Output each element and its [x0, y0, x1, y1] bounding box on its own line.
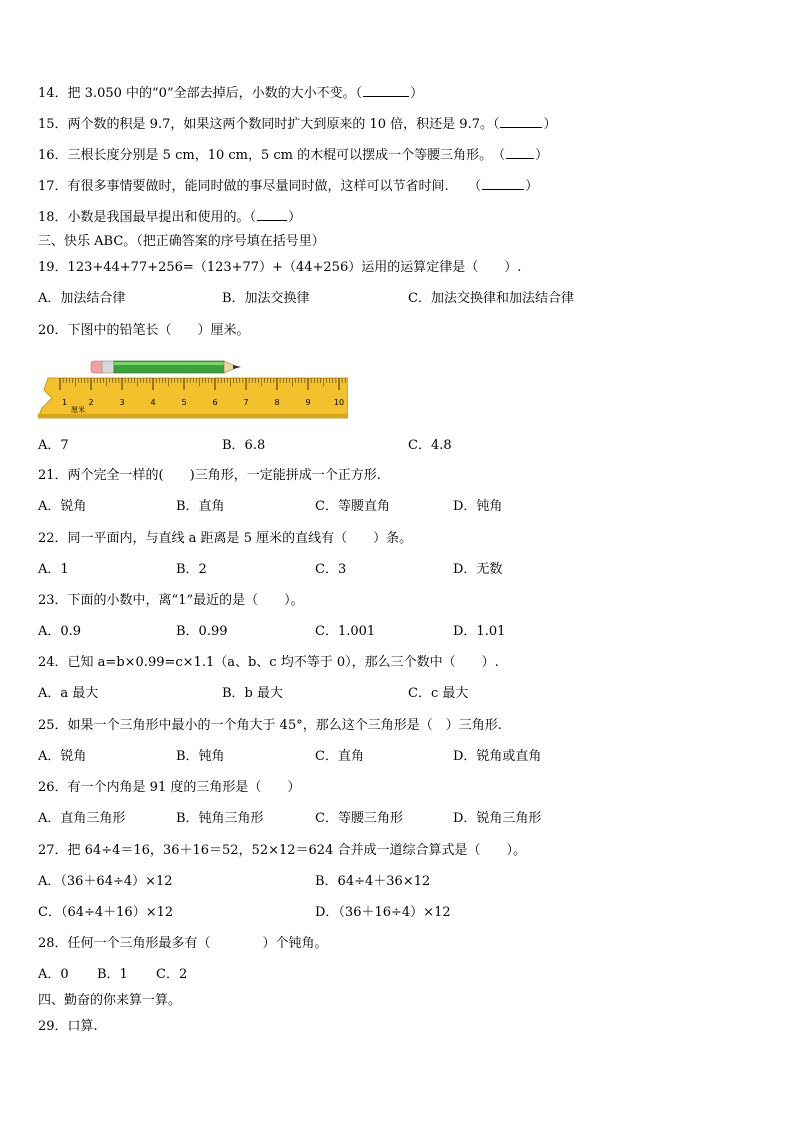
question-text: 下面的小数中，离“1”最近的是（ ）。 — [67, 593, 304, 608]
question-number: 28． — [38, 936, 68, 951]
option-a[interactable]: A．锐角 — [38, 499, 87, 514]
option-c[interactable]: C．等腰三角形 — [315, 811, 403, 826]
option-a[interactable]: A．1 — [38, 562, 69, 577]
option-b[interactable]: B．钝角 — [176, 749, 225, 764]
ruler-tick-label: 9 — [305, 398, 311, 407]
question-text: 同一平面内，与直线 a 距离是 5 厘米的直线有（ ）条。 — [67, 531, 413, 546]
ruler-tick-label: 4 — [150, 398, 156, 407]
question-text: 123+44+77+256=（123+77）+（44+256）运用的运算定律是（ ）. — [67, 260, 522, 275]
question-text: 把 3.050 中的“0”全部去掉后，小数的大小不变。（ — [67, 86, 363, 101]
option-b[interactable]: B．2 — [176, 562, 207, 577]
ruler-unit-label: 厘米 — [71, 406, 85, 414]
question-27 — [38, 843, 526, 859]
question-text: 两个数的积是 9.7，如果这两个数同时扩大到原来的 10 倍，积还是 9.7。（ — [67, 117, 500, 132]
question-19 — [38, 260, 521, 276]
option-a[interactable]: A．锐角 — [38, 749, 87, 764]
question-text: 下图中的铅笔长（ ）厘米。 — [67, 323, 250, 338]
ruler-tick-label: 2 — [88, 398, 94, 407]
question-number: 20． — [38, 323, 68, 338]
question-15: 15．两个数的积是 9.7，如果这两个数同时扩大到原来的 10 倍，积还是 9.7。（ ） — [38, 117, 557, 132]
ruler-tick-label: 8 — [274, 398, 280, 407]
ruler-pencil-figure — [38, 356, 348, 422]
option-a[interactable]: A．直角三角形 — [38, 811, 126, 826]
option-a[interactable]: A．0.9 — [38, 624, 82, 639]
option-d[interactable]: D．1.01 — [453, 624, 506, 639]
question-number: 22． — [38, 531, 68, 546]
question-text: 如果一个三角形中最小的一个角大于 45°，那么这个三角形是（ ）三角形. — [67, 718, 502, 733]
option-a[interactable]: A．7 — [38, 438, 69, 453]
option-c[interactable]: C．c 最大 — [408, 686, 469, 701]
pencil-lead — [233, 365, 241, 369]
answer-blank[interactable] — [482, 177, 524, 190]
ruler-tick-label: 1 — [62, 398, 68, 407]
section-4-heading: 四、勤奋的你来算一算。 — [38, 993, 182, 1008]
option-b[interactable]: B．钝角三角形 — [176, 811, 264, 826]
question-text: 小数是我国最早提出和使用的。（ — [67, 210, 257, 225]
section-3-heading: 三、快乐 ABC。（把正确答案的序号填在括号里） — [38, 234, 325, 249]
answer-blank[interactable] — [257, 208, 287, 221]
question-26 — [38, 780, 300, 796]
question-number: 26． — [38, 780, 68, 795]
question-28 — [38, 936, 328, 952]
answer-blank[interactable] — [363, 84, 409, 97]
question-25 — [38, 718, 502, 734]
question-number: 23． — [38, 593, 68, 608]
question-23 — [38, 593, 304, 609]
question-text: 任何一个三角形最多有（ ）个钝角。 — [67, 936, 328, 951]
option-b[interactable]: B．加法交换律 — [222, 291, 310, 306]
option-b[interactable]: B．64÷4＋36×12 — [315, 874, 431, 889]
question-number: 25． — [38, 718, 68, 733]
ruler-tick-label: 10 — [333, 398, 345, 407]
option-a[interactable]: A．（36＋64÷4）×12 — [38, 874, 173, 889]
option-c[interactable]: C．2 — [156, 967, 188, 982]
pencil-ferrule — [102, 361, 114, 373]
question-text: 三根长度分别是 5 cm，10 cm，5 cm 的木棍可以摆成一个等腰三角形。 （ — [67, 148, 506, 163]
question-21 — [38, 468, 381, 484]
question-number: 17． — [38, 179, 68, 194]
option-d[interactable]: D．钝角 — [453, 499, 503, 514]
option-d[interactable]: D．锐角或直角 — [453, 749, 542, 764]
question-22 — [38, 531, 412, 547]
question-number: 24． — [38, 655, 68, 670]
option-b[interactable]: B．0.99 — [176, 624, 228, 639]
answer-blank[interactable] — [506, 146, 534, 159]
question-number: 19． — [38, 260, 68, 275]
question-number: 15． — [38, 117, 68, 132]
question-text: 口算. — [67, 1019, 98, 1034]
ruler-edge-shadow — [38, 414, 348, 418]
question-24 — [38, 655, 499, 671]
option-d[interactable]: D．（36＋16÷4）×12 — [315, 905, 451, 920]
ruler-tick-label: 7 — [243, 398, 249, 407]
question-20 — [38, 323, 250, 339]
question-text: 已知 a=b×0.99=c×1.1（a、b、c 均不等于 0），那么三个数中（ ）. — [67, 655, 499, 670]
question-29 — [38, 1019, 98, 1035]
option-c[interactable]: C．等腰直角 — [315, 499, 390, 514]
question-14: 14．把 3.050 中的“0”全部去掉后，小数的大小不变。（ ） — [38, 86, 424, 101]
question-text: 两个完全一样的( )三角形，一定能拼成一个正方形. — [67, 468, 381, 483]
option-b[interactable]: B．6.8 — [222, 438, 266, 453]
question-16: 16．三根长度分别是 5 cm，10 cm，5 cm 的木棍可以摆成一个等腰三角形。 （ ） — [38, 148, 549, 163]
option-a[interactable]: A．0 — [38, 967, 69, 982]
option-c[interactable]: C．3 — [315, 562, 347, 577]
option-c[interactable]: C．直角 — [315, 749, 364, 764]
option-c[interactable]: C．4.8 — [408, 438, 452, 453]
option-a[interactable]: A．a 最大 — [38, 686, 99, 701]
question-text: 把 64÷4＝16，36＋16＝52，52×12＝624 合并成一道综合算式是（ ）。 — [67, 843, 526, 858]
ruler-tick-label: 6 — [212, 398, 218, 407]
option-d[interactable]: D．锐角三角形 — [453, 811, 542, 826]
option-b[interactable]: B．直角 — [176, 499, 225, 514]
option-d[interactable]: D．无数 — [453, 562, 503, 577]
question-number: 27． — [38, 843, 68, 858]
question-text: 有一个内角是 91 度的三角形是（ ） — [67, 780, 301, 795]
question-number: 16． — [38, 148, 68, 163]
ruler-tick-label: 5 — [181, 398, 187, 407]
question-number: 14． — [38, 86, 68, 101]
pencil — [91, 361, 241, 373]
option-c[interactable]: C．（64÷4＋16）×12 — [38, 905, 174, 920]
option-a[interactable]: A．加法结合律 — [38, 291, 126, 306]
option-c[interactable]: C．加法交换律和加法结合律 — [408, 291, 574, 306]
ruler-tick-label: 3 — [119, 398, 125, 407]
question-number: 29． — [38, 1019, 68, 1034]
question-text: 有很多事情要做时，能同时做的事尽量同时做，这样可以节省时间. （ — [67, 179, 482, 194]
pencil-highlight — [114, 362, 224, 365]
option-b[interactable]: B．b 最大 — [222, 686, 284, 701]
option-b[interactable]: B．1 — [97, 967, 128, 982]
question-17: 17．有很多事情要做时，能同时做的事尽量同时做，这样可以节省时间. （ ） — [38, 179, 539, 194]
question-number: 18． — [38, 210, 68, 225]
option-c[interactable]: C．1.001 — [315, 624, 376, 639]
answer-blank[interactable] — [500, 115, 542, 128]
question-number: 21． — [38, 468, 68, 483]
question-18: 18．小数是我国最早提出和使用的。（ ） — [38, 210, 302, 225]
